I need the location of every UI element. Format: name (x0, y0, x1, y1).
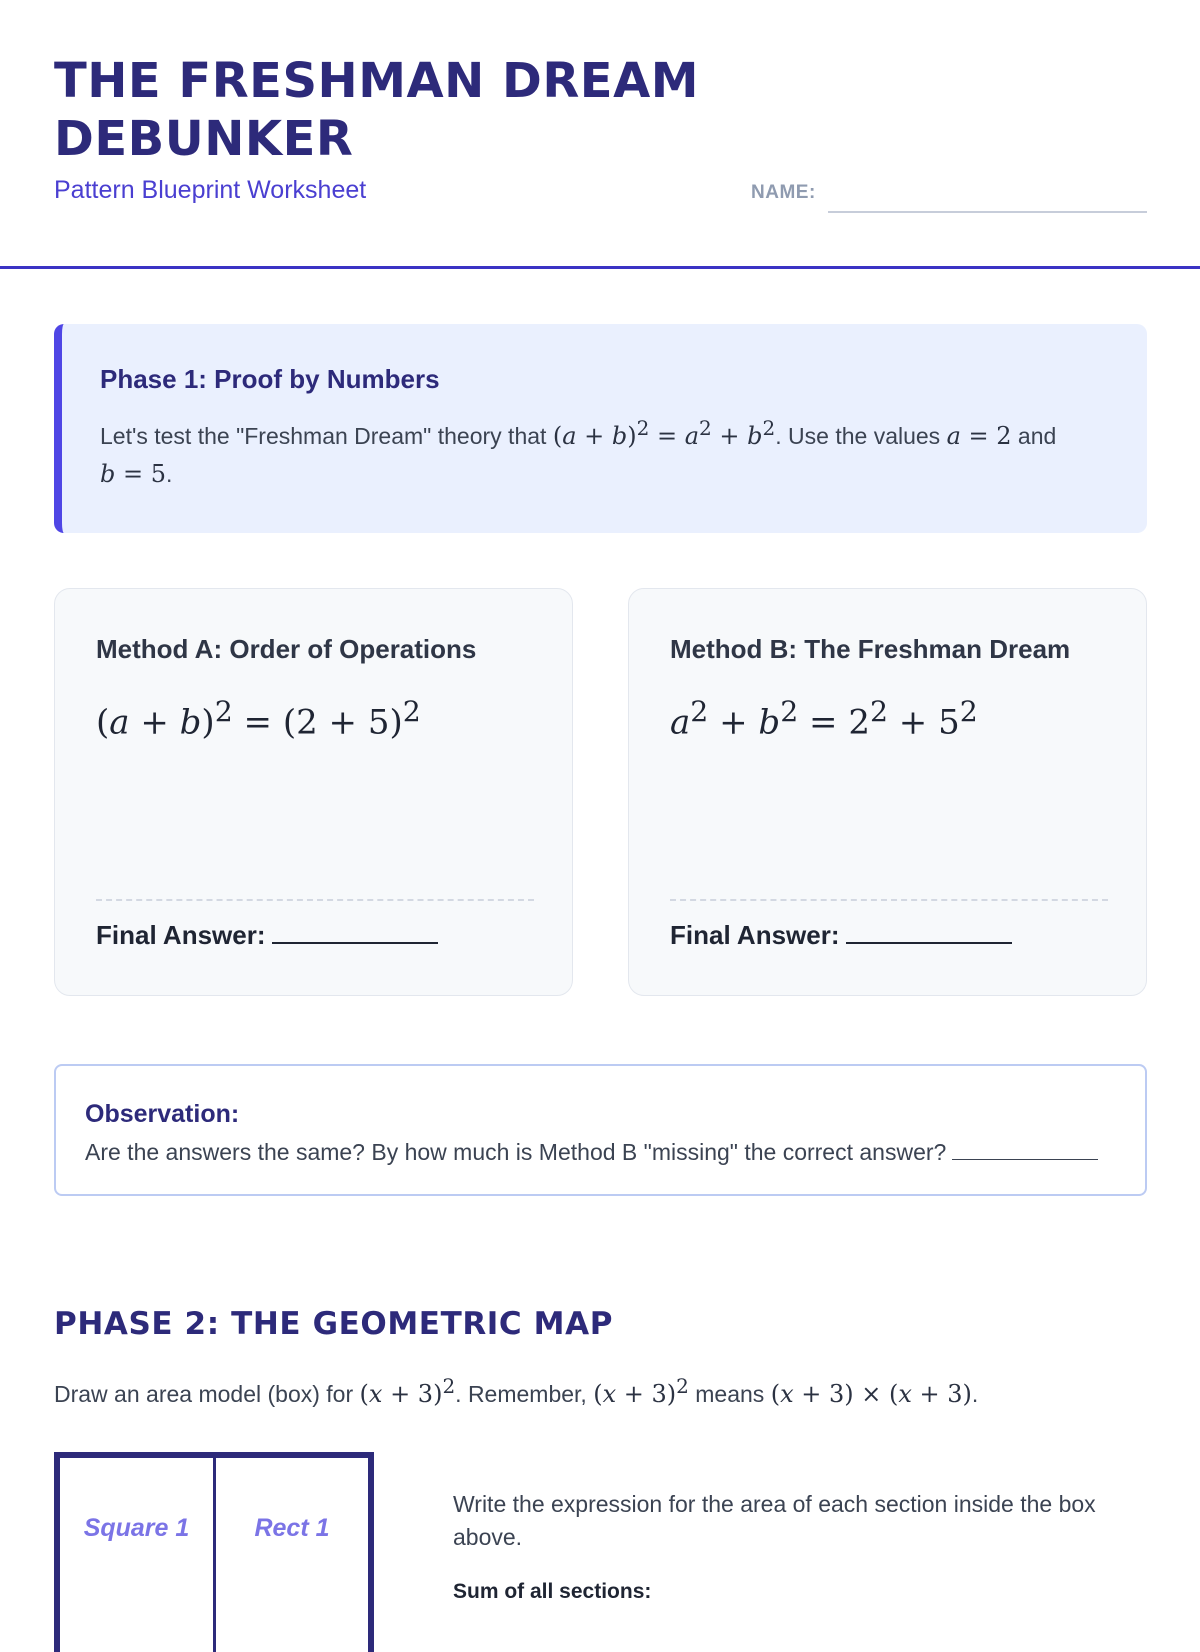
phase2-text-part: means (688, 1381, 771, 1407)
method-b-title: Method B: The Freshman Dream (670, 634, 1071, 664)
phase1-text-part: . Use the values (775, 423, 947, 449)
value-b: b = 5 (100, 460, 167, 488)
name-field-line[interactable] (828, 211, 1147, 213)
area-model-divider (213, 1458, 216, 1652)
name-label: NAME: (751, 182, 816, 203)
phase1-title: Phase 1: Proof by Numbers (100, 364, 440, 394)
worksheet-title: THE FRESHMAN DREAM DEBUNKER (54, 53, 699, 167)
method-a-expression: $(a + b)^2 = (2 + 5)^2$ (96, 695, 421, 743)
method-a-final-answer (96, 920, 438, 951)
identity-formula: $(a + b)^2 = a^2 + b^2$ (552, 416, 776, 450)
header-divider (0, 266, 1200, 269)
method-b-final-answer (670, 920, 1012, 951)
square-expression: $(x + 3)^2$ (359, 1374, 456, 1408)
phase1-text-part: Let's test the "Freshman Dream" theory that (100, 423, 553, 449)
phase1-intro-card (54, 324, 1147, 533)
method-a-title: Method A: Order of Operations (96, 634, 477, 664)
square-expression: $(x + 3)^2$ (593, 1374, 689, 1408)
phase2-text-part: . Remember, (455, 1381, 594, 1407)
observation-title: Observation: (85, 1100, 240, 1128)
area-instructions: Write the expression for the area of each section inside the box above. (453, 1491, 1096, 1550)
method-b-divider (670, 899, 1108, 901)
product-expression: (x + 3) × (x + 3) (770, 1380, 972, 1408)
final-answer-label: Final Answer: (96, 920, 266, 950)
sum-label: Sum of all sections: (453, 1580, 652, 1603)
phase2-text-part: Draw an area model (box) for (54, 1381, 360, 1407)
observation-question (85, 1139, 1117, 1166)
method-a-divider (96, 899, 534, 901)
value-a: a = 2 (946, 422, 1012, 450)
final-answer-blank[interactable] (272, 942, 438, 944)
observation-answer-blank[interactable] (952, 1159, 1098, 1160)
final-answer-label: Final Answer: (670, 920, 840, 950)
method-b-card (628, 588, 1147, 996)
observation-card (54, 1064, 1147, 1196)
worksheet-subtitle: Pattern Blueprint Worksheet (54, 176, 367, 204)
area-cell-rect-1[interactable]: Rect 1 (254, 1514, 330, 1542)
phase2-instructions: Draw an area model (box) for $(x + 3)^2$. Remember, $(x + 3)^2$ means (x + 3) × (x + 3). (54, 1374, 979, 1408)
area-model-box[interactable] (54, 1452, 374, 1652)
final-answer-blank[interactable] (846, 942, 1012, 944)
method-a-card (54, 588, 573, 996)
phase2-title: PHASE 2: THE GEOMETRIC MAP (54, 1306, 614, 1342)
method-b-expression: $a^2 + b^2 = 2^2 + 5^2$ (670, 695, 978, 743)
phase1-text-part: and (1011, 423, 1057, 449)
phase1-instructions: Let's test the "Freshman Dream" theory that $(a + b)^2 = a^2 + b^2$. Use the values a = 2 and b = 5. (100, 416, 1057, 488)
area-cell-square-1[interactable]: Square 1 (83, 1514, 190, 1542)
observation-question-text: Are the answers the same? By how much is Method B "missing" the correct answer? (85, 1139, 947, 1165)
